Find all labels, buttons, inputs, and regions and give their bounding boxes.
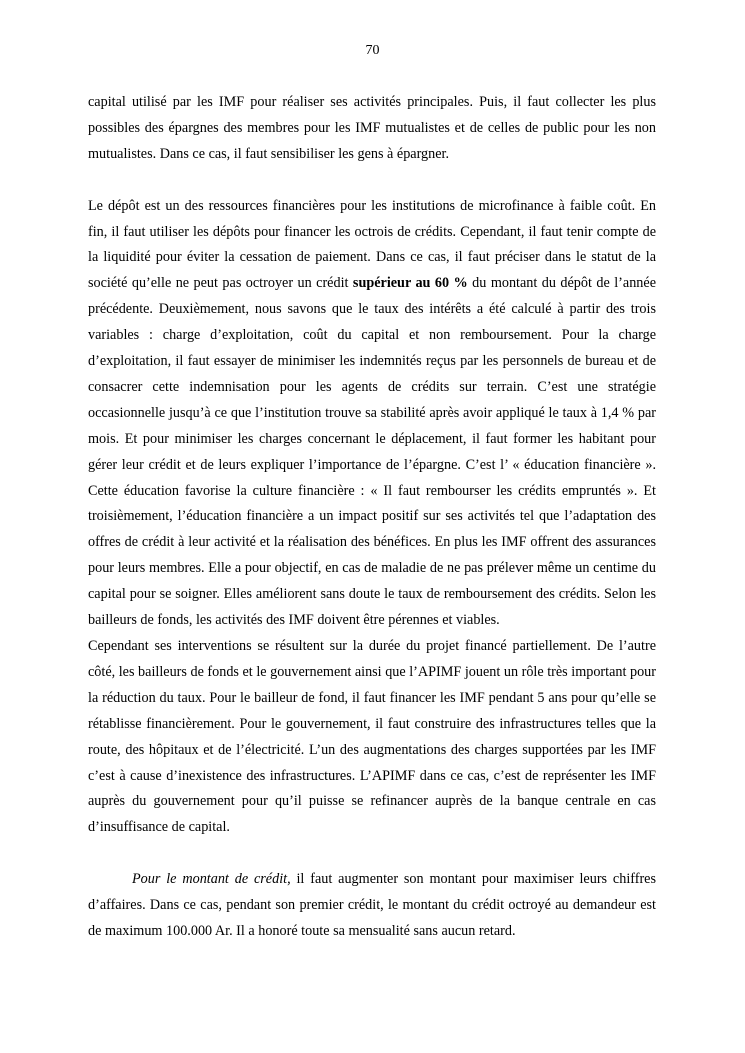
italic-lead: Pour le montant de crédit	[132, 871, 288, 888]
paragraph-4-text: , il faut augmenter son montant pour maximiser leurs chiffres d’affaires. Dans ce cas, pendant son premier crédit, le montant du crédit octroyé au demandeur est de maximum 100.000 Ar. Il a honoré toute sa mensualité sans aucun retard.	[88, 871, 656, 939]
paragraph-2	[88, 194, 656, 634]
page-number: 70	[365, 43, 380, 58]
paragraph-gap	[88, 168, 656, 194]
paragraph-3: Cependant ses interventions se résultent sur la durée du projet financé partiellement. De l’autre côté, les bailleurs de fonds et le gouvernement ainsi que l’APIMF jouent un rôle très important pour la réduction du taux. Pour le bailleur de fond, il faut financer les IMF pendant 5 ans pour qu’elle se rétablisse financièrement. Pour le gouvernement, il faut construire des infrastructures telles que la route, des hôpitaux et de l’électricité. L’un des augmentations des charges supportées par les IMF c’est à cause d’inexistence des infrastructures. L’APIMF dans ce cas, c’est de représenter les IMF auprès du gouvernement pour qu’il puisse se refinancer auprès de la banque centrale en cas d’insuffisance de capital.	[88, 638, 656, 836]
bold-emphasis: supérieur au 60 %	[352, 275, 468, 292]
document-body	[88, 90, 656, 945]
paragraph-1: capital utilisé par les IMF pour réaliser ses activités principales. Puis, il faut collecter les plus possibles des épargnes des membres pour les IMF mutualistes et de celles de public pour les non mutualistes. Dans ce cas, il faut sensibiliser les gens à épargner.	[88, 94, 656, 162]
paragraph-2-text-start: Le dépôt est un des ressources financières pour les institutions de microfinance à faible coût. En fin, il faut utiliser les dépôts pour financer les octrois de crédits. Cependant, il faut tenir compte de la liquidité pour éviter la cessation de paiement. Dans ce cas, il faut préciser dans le statut de la société qu’elle ne peut pas octroyer un crédit	[88, 197, 656, 292]
paragraph-gap	[88, 841, 656, 867]
paragraph-4	[88, 867, 656, 945]
paragraph-2-text-end: du montant du dépôt de l’année précédente. Deuxièmement, nous savons que le taux des intérêts a été calculé à partir des trois variables : charge d’exploitation, coût du capital et non remboursement. Pour la charge d’exploitation, il faut essayer de minimiser les indemnités reçus par les personnels de bureau et de consacrer cette indemnisation pour les agents de crédits sur terrain. C’est une stratégie occasionnelle jusqu’à ce que l’institution trouve sa stabilité après avoir appliqué le taux à 1,4 % par mois. Et pour minimiser les charges concernant le déplacement, il faut former les habitant pour gérer leur crédit et de leurs expliquer l’importance de l’épargne. C’est l’ « éducation financière ». Cette éducation favorise la culture financière : « Il faut rembourser les crédits empruntés ». Et troisièmement, l’éducation financière a un impact positif sur ses activités tel que l’adaptation des offres de crédit à leur activité et la réalisation des bénéfices. En plus les IMF offrent des assurances pour leurs membres. Elle a pour objectif, en cas de maladie de ne pas prélever même un centime du capital pour se soigner. Elles améliorent sans doute le taux de remboursement des crédits. Selon les bailleurs de fonds, les activités des IMF doivent être pérennes et viables.	[88, 275, 656, 629]
